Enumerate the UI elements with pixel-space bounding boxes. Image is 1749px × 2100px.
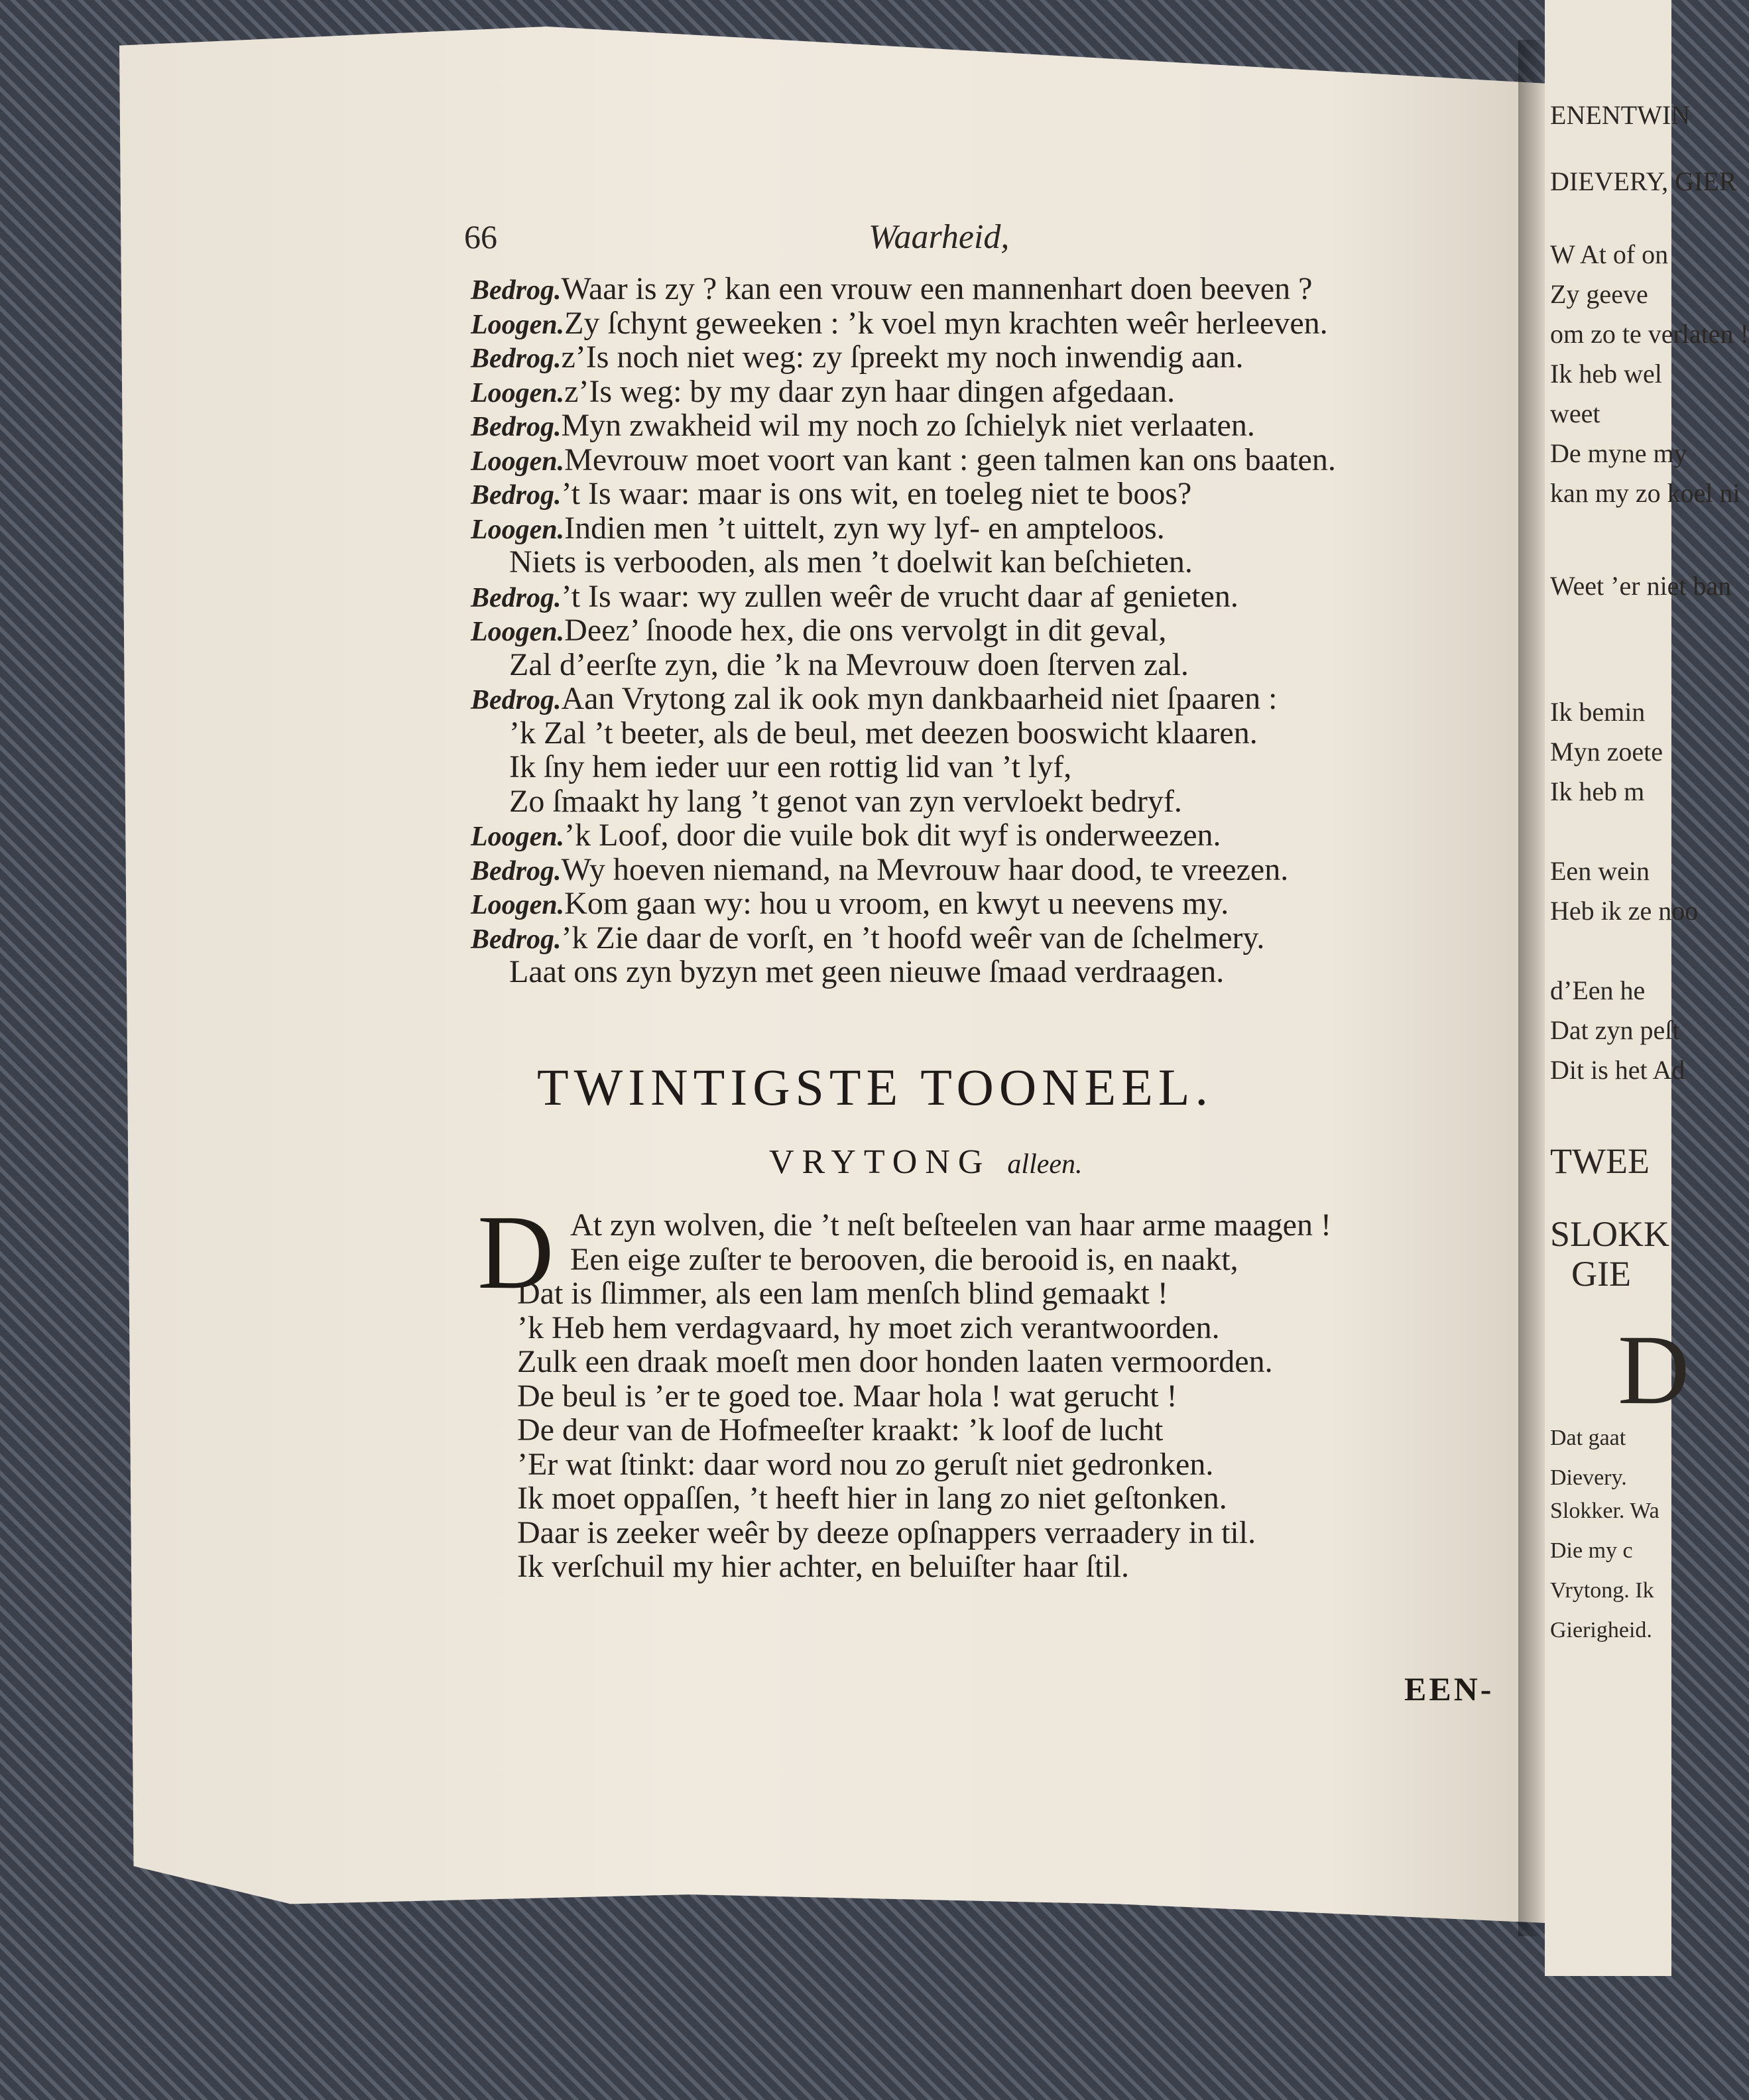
speaker-label: Bedrog. xyxy=(471,275,562,306)
facing-fragment: Een wein xyxy=(1550,856,1650,886)
dialogue-line xyxy=(471,443,1505,477)
scene-subtitle xyxy=(769,1143,1083,1182)
monologue-line: ’Er wat ſtinkt: daar word nou zo geruſt niet gedronken. xyxy=(517,1446,1214,1482)
monologue-line: Dat is ſlimmer, als een lam menſch blind gemaakt ! xyxy=(517,1276,1168,1311)
dialogue-text: Myn zwakheid wil my noch zo ſchielyk niet verlaaten. xyxy=(561,408,1255,443)
facing-fragment: ENENTWIN xyxy=(1550,100,1691,130)
facing-fragment: Slokker. Wa xyxy=(1550,1499,1659,1523)
facing-fragment: Dievery. xyxy=(1550,1465,1627,1490)
facing-fragment: Heb ik ze noo xyxy=(1550,896,1699,926)
facing-fragment: om zo te verlaten ! xyxy=(1550,319,1749,349)
facing-fragment: Gierigheid. xyxy=(1550,1618,1652,1642)
facing-fragment: kan my zo koel ni xyxy=(1550,478,1740,508)
scene-note: alleen. xyxy=(1007,1149,1083,1180)
facing-fragment: Myn zoete xyxy=(1550,737,1663,767)
dialogue-text: Wy hoeven niemand, na Mevrouw haar dood, te vreezen. xyxy=(561,851,1289,887)
facing-fragment: weet xyxy=(1550,399,1600,428)
dialogue-line xyxy=(471,784,1505,819)
dialogue-text: Mevrouw moet voort van kant : geen talmen kan ons baaten. xyxy=(564,442,1336,477)
dialogue-text: Kom gaan wy: hou u vroom, en kwyt u neevens my. xyxy=(564,886,1229,921)
speaker-label: Loogen. xyxy=(471,377,565,408)
facing-fragment: Ik bemin xyxy=(1550,697,1646,727)
dialogue-line xyxy=(471,750,1505,784)
dialogue-text: ’t Is waar: maar is ons wit, en toeleg niet te boos? xyxy=(561,476,1192,511)
dialogue-text: Indien men ’t uittelt, zyn wy lyf- en ampteloos. xyxy=(564,510,1165,546)
dialogue-text: ’k Zie daar de vorſt, en ’t hoofd weêr van de ſchelmery. xyxy=(561,920,1265,956)
monologue-block xyxy=(517,1208,1512,1584)
monologue-line: Ik verſchuil my hier achter, en beluiſter haar ſtil. xyxy=(517,1549,1130,1584)
monologue-line: ’k Heb hem verdagvaard, hy moet zich verantwoorden. xyxy=(517,1310,1220,1345)
dialogue-text: ’t Is waar: wy zullen weêr de vrucht daar af genieten. xyxy=(561,578,1238,614)
speaker-label: Loogen. xyxy=(471,617,565,647)
facing-fragment: Vrytong. Ik xyxy=(1550,1578,1654,1603)
facing-fragment: GIE xyxy=(1571,1254,1631,1294)
monologue-line: Zulk een draak moeſt men door honden laaten vermoorden. xyxy=(517,1344,1273,1379)
monologue-line: De deur van de Hofmeeſter kraakt: ’k loof de lucht xyxy=(517,1412,1164,1448)
dialogue-text: Waar is zy ? kan een vrouw een mannenhart doen beeven ? xyxy=(561,271,1313,306)
speaker-label: Loogen. xyxy=(471,309,565,340)
dialogue-line xyxy=(471,853,1505,887)
dialogue-line xyxy=(471,682,1505,716)
dialogue-text: z’Is weg: by my daar zyn haar dingen afgedaan. xyxy=(564,373,1176,409)
page-header xyxy=(464,220,1048,260)
monologue-line: Een eige zuſter te berooven, die berooid is, en naakt, xyxy=(570,1241,1238,1277)
monologue-line: At zyn wolven, die ’t neſt beſteelen van haar arme maagen ! xyxy=(570,1207,1331,1243)
drop-cap: D xyxy=(477,1193,554,1311)
monologue-line: Daar is zeeker weêr by deeze opſnappers verraadery in til. xyxy=(517,1514,1256,1550)
speaker-label: Bedrog. xyxy=(471,685,562,715)
dialogue-text: ’k Loof, door die vuile bok dit wyf is onderweezen. xyxy=(564,818,1221,853)
dialogue-text: Zal d’eerſte zyn, die ’k na Mevrouw doen ſterven zal. xyxy=(509,647,1189,682)
dialogue-line xyxy=(471,818,1505,853)
dialogue-text: ’k Zal ’t beeter, als de beul, met deezen booswicht klaaren. xyxy=(509,715,1258,751)
speaker-label: Bedrog. xyxy=(471,343,562,374)
facing-fragment: Ik heb m xyxy=(1550,776,1645,806)
dialogue-line xyxy=(471,477,1505,511)
facing-fragment: Zy geeve xyxy=(1550,279,1648,309)
scene-title: TWINTIGSTE TOONEEL. xyxy=(537,1058,1213,1116)
dialogue-line xyxy=(471,408,1505,443)
dialogue-line xyxy=(471,887,1505,921)
dialogue-text: Niets is verbooden, als men ’t doelwit kan beſchieten. xyxy=(509,544,1193,580)
dialogue-block xyxy=(471,272,1505,989)
dialogue-line xyxy=(471,375,1505,409)
dialogue-text: Ik ſny hem ieder uur een rottig lid van ’t lyf, xyxy=(509,749,1072,784)
book-spine xyxy=(1518,40,1545,1936)
dialogue-text: Deez’ ſnoode hex, die ons vervolgt in dit geval, xyxy=(564,613,1167,648)
dialogue-line xyxy=(471,955,1505,989)
speaker-label: Loogen. xyxy=(471,822,565,852)
facing-fragment: De myne my xyxy=(1550,438,1687,468)
dialogue-line xyxy=(471,511,1505,546)
dialogue-line xyxy=(471,580,1505,614)
facing-fragment: Ik heb wel xyxy=(1550,359,1662,389)
dialogue-line xyxy=(471,340,1505,375)
speaker-label: Loogen. xyxy=(471,890,565,920)
facing-fragment: d’Een he xyxy=(1550,975,1646,1005)
facing-fragment: Dit is het Ad xyxy=(1550,1055,1685,1085)
speaker-label: Bedrog. xyxy=(471,582,562,613)
dialogue-text: Zo ſmaakt hy lang ’t genot van zyn vervloekt bedryf. xyxy=(509,783,1182,819)
facing-fragment: DIEVERY, GIER xyxy=(1550,166,1737,196)
scene-character: VRYTONG xyxy=(769,1143,991,1181)
speaker-label: Bedrog. xyxy=(471,412,562,442)
dialogue-line xyxy=(471,306,1505,341)
facing-fragment: Dat gaat xyxy=(1550,1426,1626,1450)
dialogue-line xyxy=(471,272,1505,306)
page-number: 66 xyxy=(464,218,497,255)
facing-fragment: SLOKK xyxy=(1550,1214,1670,1254)
speaker-label: Loogen. xyxy=(471,514,565,545)
monologue-line: De beul is ’er te goed toe. Maar hola ! wat gerucht ! xyxy=(517,1378,1177,1414)
dialogue-line xyxy=(471,716,1505,751)
monologue-line: Ik moet oppaſſen, ’t heeft hier in lang zo niet geſtonken. xyxy=(517,1481,1227,1516)
facing-page xyxy=(1545,0,1749,1976)
speaker-label: Bedrog. xyxy=(471,480,562,511)
facing-fragment: Weet ’er niet ban xyxy=(1550,571,1732,601)
dialogue-text: Aan Vrytong zal ik ook myn dankbaarheid niet ſpaaren : xyxy=(561,681,1278,716)
speaker-label: Bedrog. xyxy=(471,855,562,887)
facing-fragment: TWEE xyxy=(1550,1141,1650,1181)
running-head: Waarheid, xyxy=(869,218,1010,256)
speaker-label: Loogen. xyxy=(471,446,565,477)
dialogue-text: Zy ſchynt geweeken : ’k voel myn krachten weêr herleeven. xyxy=(564,305,1328,341)
dialogue-text: z’Is noch niet weg: zy ſpreekt my noch inwendig aan. xyxy=(561,340,1244,375)
dialogue-line xyxy=(471,921,1505,956)
dialogue-line xyxy=(471,545,1505,580)
speaker-label: Bedrog. xyxy=(471,924,562,955)
facing-fragment: W At of on xyxy=(1550,239,1669,269)
facing-fragment: Dat zyn peſt xyxy=(1550,1015,1680,1045)
dialogue-line xyxy=(471,648,1505,682)
catchword: EEN- xyxy=(1404,1670,1494,1707)
dialogue-line xyxy=(471,613,1505,648)
facing-fragment: Die my c xyxy=(1550,1538,1633,1563)
dialogue-text: Laat ons zyn byzyn met geen nieuwe ſmaad verdraagen. xyxy=(509,954,1225,989)
facing-fragment: D xyxy=(1618,1315,1690,1425)
